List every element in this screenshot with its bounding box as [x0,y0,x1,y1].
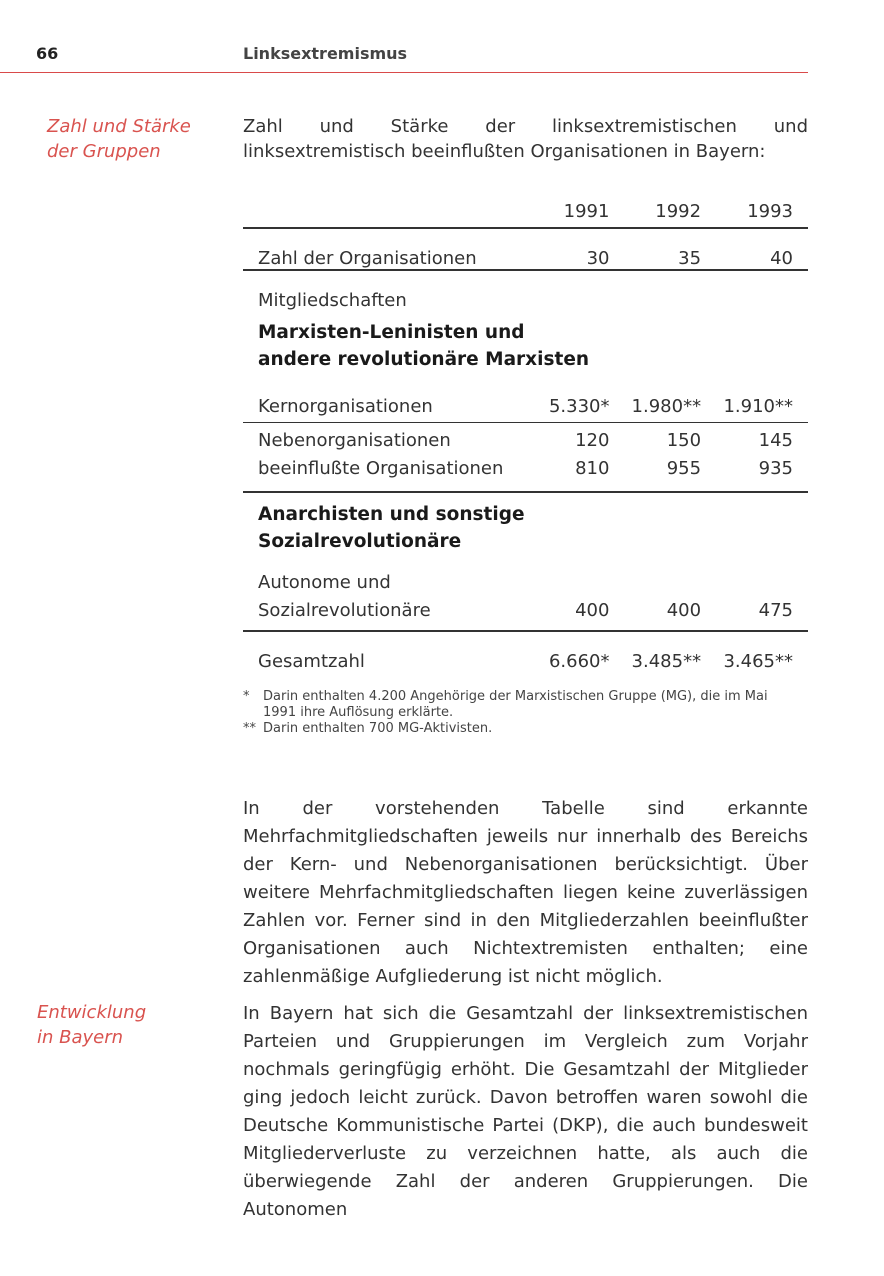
header-rule [0,72,808,73]
row-label: Nebenorganisationen [258,430,451,451]
table-row-zahl [243,228,808,270]
section-heading-line: Sozialrevolutionäre [258,531,462,552]
year-header: 1991 [543,194,609,228]
margin-note-line: Zahl und Stärke [47,116,191,137]
footnote [243,721,803,737]
cell-value: 145 [758,430,793,451]
footnotes [243,689,803,737]
cell-value: 475 [701,555,808,631]
cell-value: 6.660* [548,651,610,672]
intro-text: Zahl und Stärke der linksextremistischen und linksextremistisch beeinflußten Organisationen in Bayern: [243,116,808,162]
year-header: 1993 [701,194,808,228]
margin-note-line: Entwicklung [37,1002,147,1023]
row-label: Zahl der Organisationen [243,228,543,270]
cell-value: 40 [701,228,808,270]
cell-value: 3.485** [631,651,702,672]
footnote-text: Darin enthalten 700 MG-Aktivisten. [263,721,493,736]
table-row-kern [243,373,808,423]
margin-note-line: in Bayern [37,1027,124,1048]
body-paragraph: In Bayern hat sich die Gesamtzahl der linksextremistischen Parteien und Gruppierungen im Vergleich zum Vorjahr nochmals geringfügig erhöht. Die Gesamtzahl der Mitglieder ging jedoch leicht zurück. Davon betroffen waren sowohl die Deutsche Kommunistische Partei (DKP), die auch bundesweit Mitgliederverluste zu verzeichnen hatte, als auch die überwiegende Zahl der anderen Gruppierungen. Die Autonomen [243,1003,808,1220]
cell-value: 810 [575,458,610,479]
cell-value: 400 [543,555,609,631]
footnote [243,689,803,721]
table-row-neben-beein [243,423,808,493]
cell-value: 1.910** [701,373,808,423]
cell-value: 35 [609,228,701,270]
section-heading-anarchisten [243,492,808,555]
cell-value: 955 [666,458,702,479]
page-number: 66 [36,44,59,63]
footnote-marker: ** [243,721,256,736]
cell-value: 30 [543,228,609,270]
statistics-table [243,194,808,672]
table-row-autonome [243,555,808,631]
cell-value: 3.465** [723,651,793,672]
table-row-gesamtzahl [243,631,808,672]
row-label: Mitgliedschaften [258,290,407,311]
footnote-marker: * [243,689,250,704]
cell-value: 935 [758,458,793,479]
margin-note-line: der Gruppen [47,141,161,162]
section-heading-marxisten [243,311,808,373]
body-paragraph: In der vorstehenden Tabelle sind erkannte Mehrfachmitgliedschaften jeweils nur innerhalb des Bereichs der Kern- und Nebenorganisationen berücksichtigt. Über weitere Mehrfachmitgliedschaften liegen keine zuverlässigen Zahlen vor. Ferner sind in den Mitgliederzahlen beeinflußter Organisationen auch Nichtextremisten enthalten; eine zahlenmäßige Aufgliederung ist nicht möglich. [243,798,808,987]
cell-value: 5.330* [543,373,609,423]
row-label: Kernorganisationen [243,373,543,423]
row-label: beeinflußte Organisationen [258,458,504,479]
section-heading-line: andere revolutionäre Marxisten [258,349,590,370]
footnote-text: Darin enthalten 4.200 Angehörige der Marxistischen Gruppe (MG), die im Mai 1991 ihre Auflösung erklärte. [263,689,768,720]
year-header: 1992 [609,194,701,228]
table-header-row [243,194,808,228]
cell-value: 1.980** [609,373,701,423]
margin-note-zahl-staerke [47,114,191,164]
section-heading-line: Anarchisten und sonstige [258,504,525,525]
section-heading-line: Marxisten-Leninisten und [258,322,525,343]
table-row-mitgliedschaften [243,270,808,311]
margin-note-entwicklung [37,1000,146,1050]
row-label: Gesamtzahl [258,651,365,672]
cell-value: 400 [609,555,701,631]
cell-value: 120 [575,430,610,451]
cell-value: 150 [666,430,702,451]
row-label: Autonome und [258,572,391,593]
row-label: Sozialrevolutionäre [258,600,431,621]
running-title: Linksextremismus [243,44,408,63]
